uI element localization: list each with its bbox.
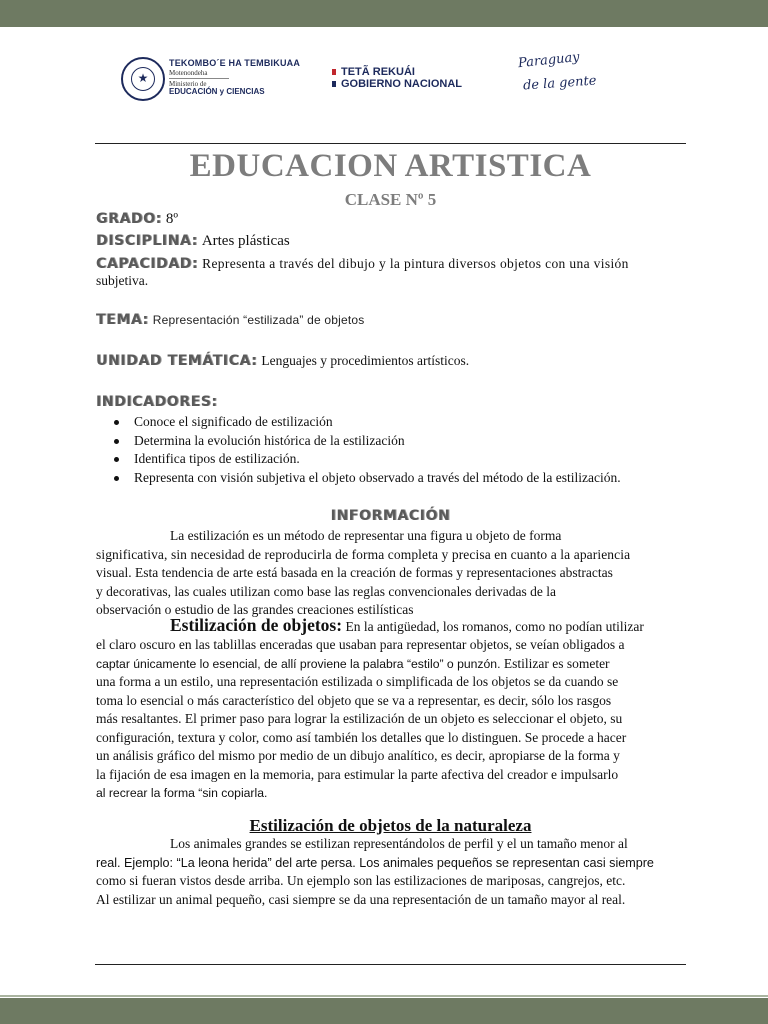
naturaleza-heading: Estilización de objetos de la naturaleza: [249, 816, 532, 835]
list-item: Determina la evolución histórica de la estilización: [112, 432, 687, 451]
tema-label: TEMA:: [96, 312, 149, 328]
header-divider: [95, 143, 686, 144]
gov-flag-blue-icon: [332, 81, 336, 87]
gov-name: GOBIERNO NACIONAL: [341, 78, 462, 90]
naturaleza-paragraph: Los animales grandes se estilizan representándolos de perfil y el un tamaño menor al real. Ejemplo: “La leona herida” del arte persa. Los animales pequeños se representan casi siempre como si fueran vistos desde arriba. Un ejemplo son las estilizaciones de mariposas, cangrejos, etc. Al estilizar un animal pequeño, casi siempre se da una representación de un tamaño mayor al real.: [96, 836, 654, 907]
bottom-band-highlight: [0, 995, 768, 997]
bullet-icon: [114, 457, 119, 462]
grado-label: GRADO:: [96, 211, 162, 227]
ministry-subtitle: Motenondeha: [169, 69, 208, 77]
disciplina-label: DISCIPLINA:: [96, 233, 198, 249]
gov-name-guarani: TETÃ REKUÁI: [341, 66, 415, 78]
bullet-icon: [114, 420, 119, 425]
indicadores-label: INDICADORES:: [96, 394, 218, 410]
page-subtitle: CLASE Nº 5: [344, 190, 437, 209]
bottom-band: [0, 998, 768, 1024]
disciplina-value: Artes plásticas: [201, 233, 290, 249]
unidad-value: Lenguajes y procedimientos artísticos.: [261, 353, 470, 368]
ministry-seal-icon: ★: [121, 57, 165, 101]
ministry-divider: [169, 78, 229, 79]
informacion-paragraph-1: La estilización es un método de representar una figura u objeto de forma significativa, sin necesidad de reproducirla de forma completa y precisa en cuanto a la apariencia visual. Esta tendencia de arte está basada en la creación de formas y representaciones abstractas y decorativas, las cuales utilizan como base las reglas convencionales derivadas de la observación o estudio de las grandes creaciones estilísticas: [96, 528, 631, 617]
tema-row: [96, 311, 364, 329]
ministry-prefix: Ministerio de: [169, 80, 207, 88]
capacidad-value-cont: subjetiva.: [96, 273, 149, 288]
bullet-icon: [114, 439, 119, 444]
indicadores-heading: [96, 393, 218, 411]
capacidad-row: [96, 255, 629, 273]
gov-flag-red-icon: [332, 69, 336, 75]
unidad-label: UNIDAD TEMÁTICA:: [96, 353, 258, 369]
unidad-row: [96, 352, 469, 370]
grado-row: [96, 210, 178, 228]
capacidad-value: Representa a través del dibujo y la pintura diversos objetos con una visión: [202, 256, 629, 271]
disciplina-row: [96, 232, 290, 250]
list-item: Representa con visión subjetiva el objeto observado a través del método de la estilización.: [112, 469, 687, 488]
paraguay-logo-line2: de la gente: [522, 73, 597, 94]
footer-divider: [95, 964, 686, 965]
ministry-name: EDUCACIÓN y CIENCIAS: [169, 87, 265, 96]
informacion-paragraph-2: Estilización de objetos: En la antigüedad, los romanos, como no podían utilizar el claro oscuro en las tablillas enceradas que usaban para representar objetos, se veían obligados a captar únicamente lo esencial, de allí proviene la palabra “estilo” o punzón. Estilizar es someter una forma a un estilo, una representación estilizada o simplificada de los objetos se da cuando se toma lo esencial o más característico del objeto que se va a representar, es decir, sólo los rasgos más resaltantes. El primer paso para lograr la estilización de un objeto es seleccionar el objeto, su configuración, textura y color, como así también los detalles que lo distinguen. Se procede a hacer un análisis gráfico del mismo por medio de un dibujo analítico, es decir, apropiarse de la forma y la fijación de esa imagen en la memoria, para estimular la parte afectiva del creador e impulsarlo al recrear la forma “sin copiarla.: [96, 615, 644, 800]
top-band: [0, 0, 768, 27]
page-title: EDUCACION ARTISTICA: [189, 148, 592, 184]
list-item: Identifica tipos de estilización.: [112, 450, 687, 469]
ministry-name-guarani: TEKOMBO´E HA TEMBIKUAA: [169, 58, 301, 68]
estilizacion-subheading: Estilización de objetos:: [170, 615, 343, 635]
bullet-icon: [114, 476, 119, 481]
tema-value: Representación “estilizada” de objetos: [152, 313, 365, 327]
grado-value: 8º: [165, 211, 178, 227]
indicadores-list: [112, 413, 687, 487]
header-logos: [95, 45, 685, 110]
informacion-heading: INFORMACIÓN: [330, 508, 451, 524]
capacidad-label: CAPACIDAD:: [96, 256, 199, 272]
list-item: Conoce el significado de estilización: [112, 413, 687, 432]
paraguay-logo-line1: Paraguay: [517, 49, 581, 72]
